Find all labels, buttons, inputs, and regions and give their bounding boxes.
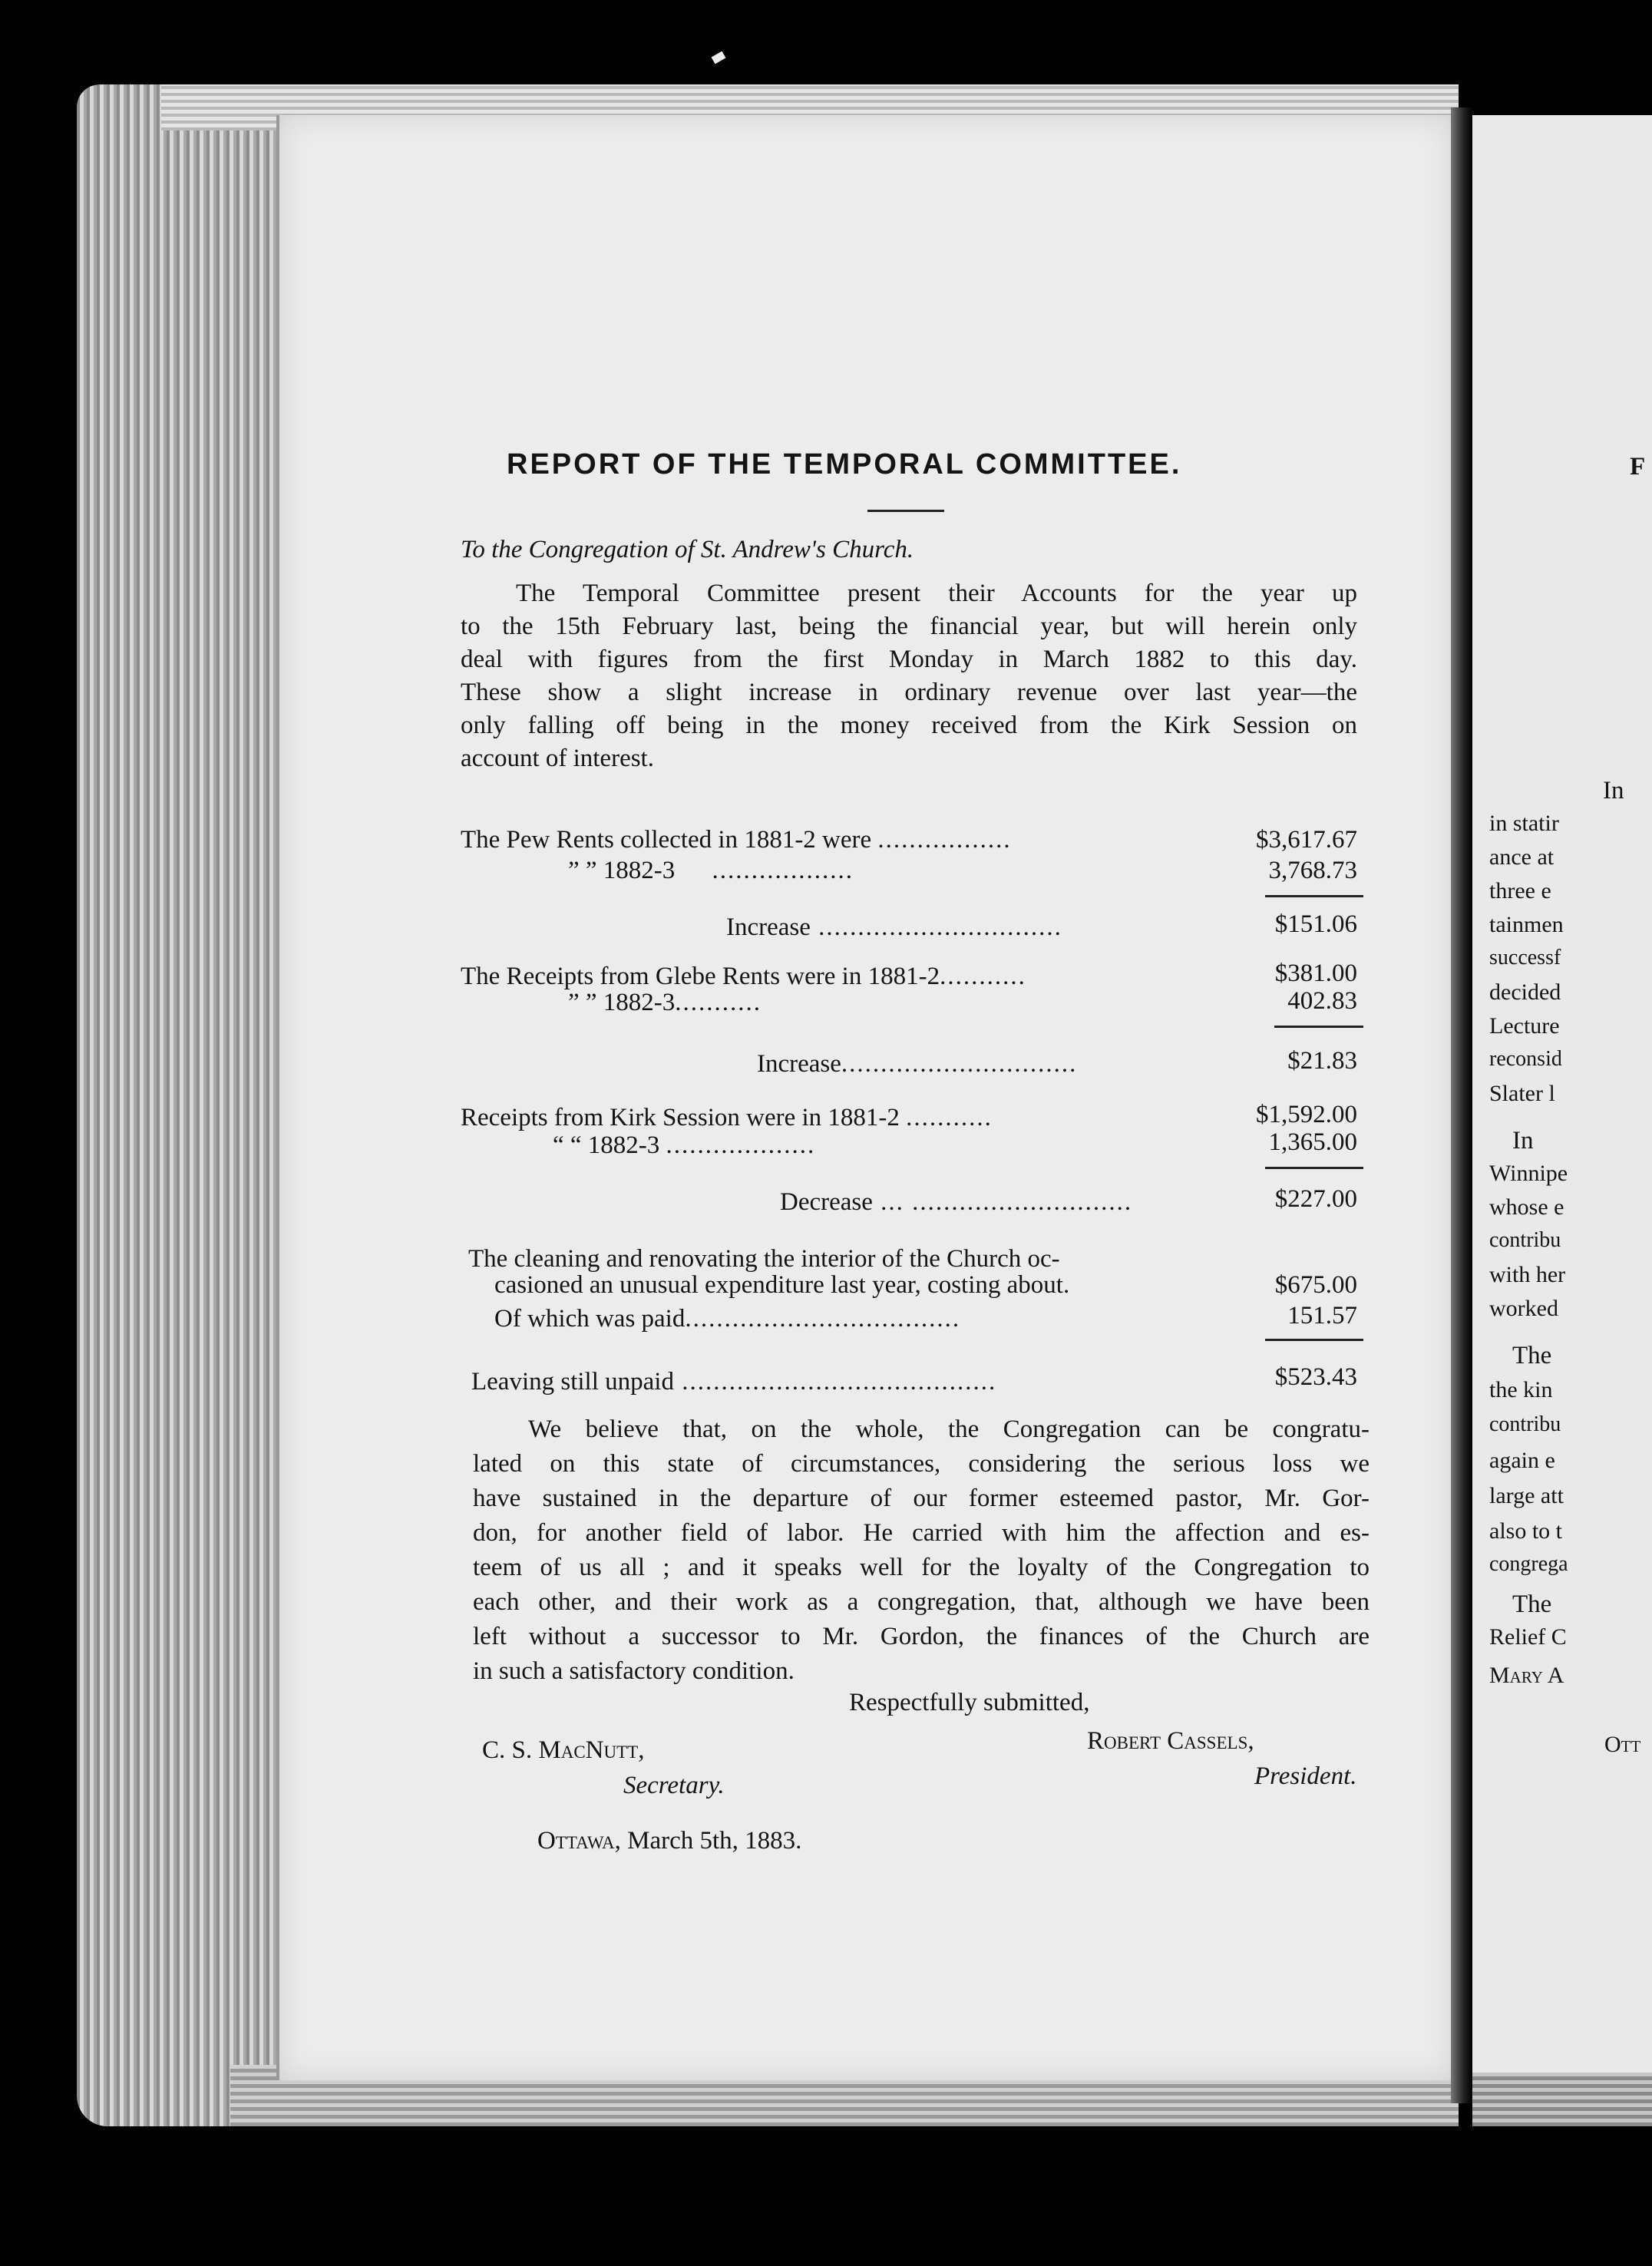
right-page-fragment: in statir	[1489, 811, 1559, 836]
paragraph-line: to the 15th February last, being the financial year, but will herein only	[461, 613, 1357, 640]
right-page-fragment: with her	[1489, 1262, 1566, 1287]
book-gutter	[1451, 107, 1472, 2103]
paragraph-line: We believe that, on the whole, the Congregation can be congratu-	[528, 1415, 1370, 1443]
right-page-fragment: reconsid	[1489, 1047, 1562, 1071]
paragraph-line: teem of us all ; and it speaks well for the loyalty of the Congregation to	[473, 1554, 1370, 1581]
place: Ottawa,	[537, 1827, 621, 1855]
intro-paragraph	[461, 577, 1357, 775]
cleaning-paid-amount: 151.57	[1287, 1302, 1357, 1330]
cleaning-line-1: The cleaning and renovating the interior of the Church oc-	[468, 1245, 1060, 1273]
kirk-decrease-amount: $227.00	[1274, 1185, 1357, 1213]
closing-paragraph	[473, 1412, 1370, 1689]
report-title: REPORT OF THE TEMPORAL COMMITTEE.	[507, 448, 1182, 481]
salutation: To the Congregation of St. Andrew's Church.	[461, 536, 914, 563]
paragraph-line: The Temporal Committee present their Accounts for the year up	[516, 580, 1357, 607]
sum-rule	[1265, 1167, 1363, 1169]
kirk-decrease-line: Decrease ... ............................	[780, 1188, 1133, 1216]
right-page-fragment: The	[1512, 1342, 1552, 1369]
right-page-fragment: Ott	[1604, 1732, 1641, 1757]
secretary-role: Secretary.	[623, 1772, 725, 1799]
right-page-fragment: the kin	[1489, 1377, 1553, 1402]
unpaid-amount: $523.43	[1274, 1363, 1357, 1391]
date: March 5th, 1883.	[627, 1827, 802, 1855]
pew-rents-amount-1881: $3,617.67	[1256, 826, 1357, 854]
right-page-fragment: again e	[1489, 1448, 1555, 1473]
paragraph-line: account of interest.	[461, 745, 654, 772]
glebe-rents-line-1: The Receipts from Glebe Rents were in 1881-2...........	[461, 963, 1026, 990]
dust-speck	[712, 51, 726, 64]
glebe-increase-amount: $21.83	[1287, 1047, 1357, 1075]
paragraph-line: have sustained in the departure of our former esteemed pastor, Mr. Gor-	[473, 1485, 1370, 1512]
pew-increase-label: Increase	[726, 913, 811, 941]
right-page-bottom-edges	[1472, 2073, 1652, 2126]
pew-rents-amount-1882: 3,768.73	[1268, 857, 1357, 884]
paragraph-line: don, for another field of labor. He carried with him the affection and es-	[473, 1519, 1370, 1547]
glebe-increase-label: Increase	[757, 1050, 841, 1078]
right-page-fragment: ance at	[1489, 844, 1555, 870]
glebe-rents-line-2: ” ” 1882-3...........	[568, 989, 762, 1016]
glebe-increase-line: Increase..............................	[757, 1050, 1078, 1078]
signoff: Respectfully submitted,	[849, 1689, 1090, 1716]
glebe-rents-amount-1882: 402.83	[1287, 987, 1357, 1015]
sum-rule	[1265, 1339, 1363, 1341]
right-page-fragment: F	[1630, 453, 1646, 481]
paragraph-line: each other, and their work as a congregation, that, although we have been	[473, 1588, 1370, 1616]
cleaning-line-2: casioned an unusual expenditure last year, costing about.	[494, 1271, 1070, 1299]
right-page-fragment: three e	[1489, 878, 1551, 903]
right-page-fragment: Mary A	[1489, 1663, 1564, 1688]
glebe-rents-amount-1881: $381.00	[1274, 960, 1357, 987]
paragraph-line: deal with figures from the first Monday in March 1882 to this day.	[461, 646, 1357, 673]
paragraph-line: in such a satisfactory condition.	[473, 1657, 795, 1685]
sum-rule	[1265, 895, 1363, 897]
paragraph-line: lated on this state of circumstances, considering the serious loss we	[473, 1450, 1370, 1478]
pew-rents-label: The Pew Rents collected in 1881-2 were	[461, 826, 872, 854]
right-page-fragment: In	[1603, 777, 1624, 804]
paragraph-line: left without a successor to Mr. Gordon, the finances of the Church are	[473, 1623, 1370, 1650]
right-page-fragment: also to t	[1489, 1518, 1562, 1544]
right-page-fragment: worked	[1489, 1296, 1558, 1321]
glebe-rents-label: The Receipts from Glebe Rents were in 1881-2	[461, 963, 940, 990]
right-page-fragment: large att	[1489, 1483, 1564, 1508]
president-role: President.	[1254, 1762, 1357, 1790]
right-page-fragment: contribu	[1489, 1412, 1561, 1436]
unpaid-label: Leaving still unpaid	[471, 1368, 674, 1396]
cleaning-cost-amount: $675.00	[1274, 1271, 1357, 1299]
cleaning-paid-label: Of which was paid	[494, 1305, 686, 1333]
kirk-session-line-1: Receipts from Kirk Session were in 1881-2 ...........	[461, 1104, 993, 1131]
cleaning-paid-line: Of which was paid...................................	[494, 1305, 961, 1333]
paragraph-line: only falling off being in the money received from the Kirk Session on	[461, 712, 1357, 739]
president-name: Robert Cassels,	[1087, 1727, 1254, 1755]
kirk-session-amount-1882: 1,365.00	[1268, 1128, 1357, 1156]
right-page-fragment: contribu	[1489, 1228, 1561, 1252]
sum-rule	[1274, 1026, 1363, 1028]
glebe-rents-label-2: ” ” 1882-3	[568, 989, 676, 1016]
kirk-session-label: Receipts from Kirk Session were in 1881-2	[461, 1104, 900, 1131]
right-page-fragment: The	[1512, 1590, 1552, 1618]
kirk-session-line-2: “ “ 1882-3 ...................	[553, 1131, 816, 1159]
right-page-fragment: whose e	[1489, 1194, 1564, 1220]
title-rule	[867, 510, 944, 512]
pew-increase-amount: $151.06	[1274, 910, 1357, 938]
right-page-fragment: congrega	[1489, 1552, 1568, 1576]
right-page-fragment: tainmen	[1489, 912, 1564, 937]
kirk-session-amount-1881: $1,592.00	[1256, 1101, 1357, 1128]
book-page-edges	[77, 84, 276, 2126]
right-page-fragment: In	[1512, 1127, 1534, 1154]
pew-rents-line-2: ” ” 1882-3 ..................	[568, 857, 854, 884]
pew-rents-line-1: The Pew Rents collected in 1881-2 were .................	[461, 826, 1012, 854]
right-page-fragment: Relief C	[1489, 1624, 1567, 1650]
unpaid-line: Leaving still unpaid ........................................	[471, 1368, 997, 1396]
right-page-fragment: Slater l	[1489, 1081, 1555, 1106]
kirk-decrease-label: Decrease	[780, 1188, 873, 1216]
secretary-name: C. S. MacNutt,	[482, 1736, 645, 1764]
right-page-fragment: successf	[1489, 946, 1561, 969]
right-page-fragment: Lecture	[1489, 1013, 1560, 1039]
kirk-session-label-2: “ “ 1882-3	[553, 1131, 660, 1159]
right-page-fragment: Winnipe	[1489, 1161, 1568, 1186]
right-page-fragment: decided	[1489, 979, 1561, 1005]
paragraph-line: These show a slight increase in ordinary revenue over last year—the	[461, 679, 1357, 706]
place-date	[537, 1827, 801, 1855]
pew-increase-line: Increase ...............................	[726, 913, 1062, 941]
pew-rents-label-2: ” ” 1882-3	[568, 857, 676, 884]
right-page	[1472, 115, 1652, 2080]
